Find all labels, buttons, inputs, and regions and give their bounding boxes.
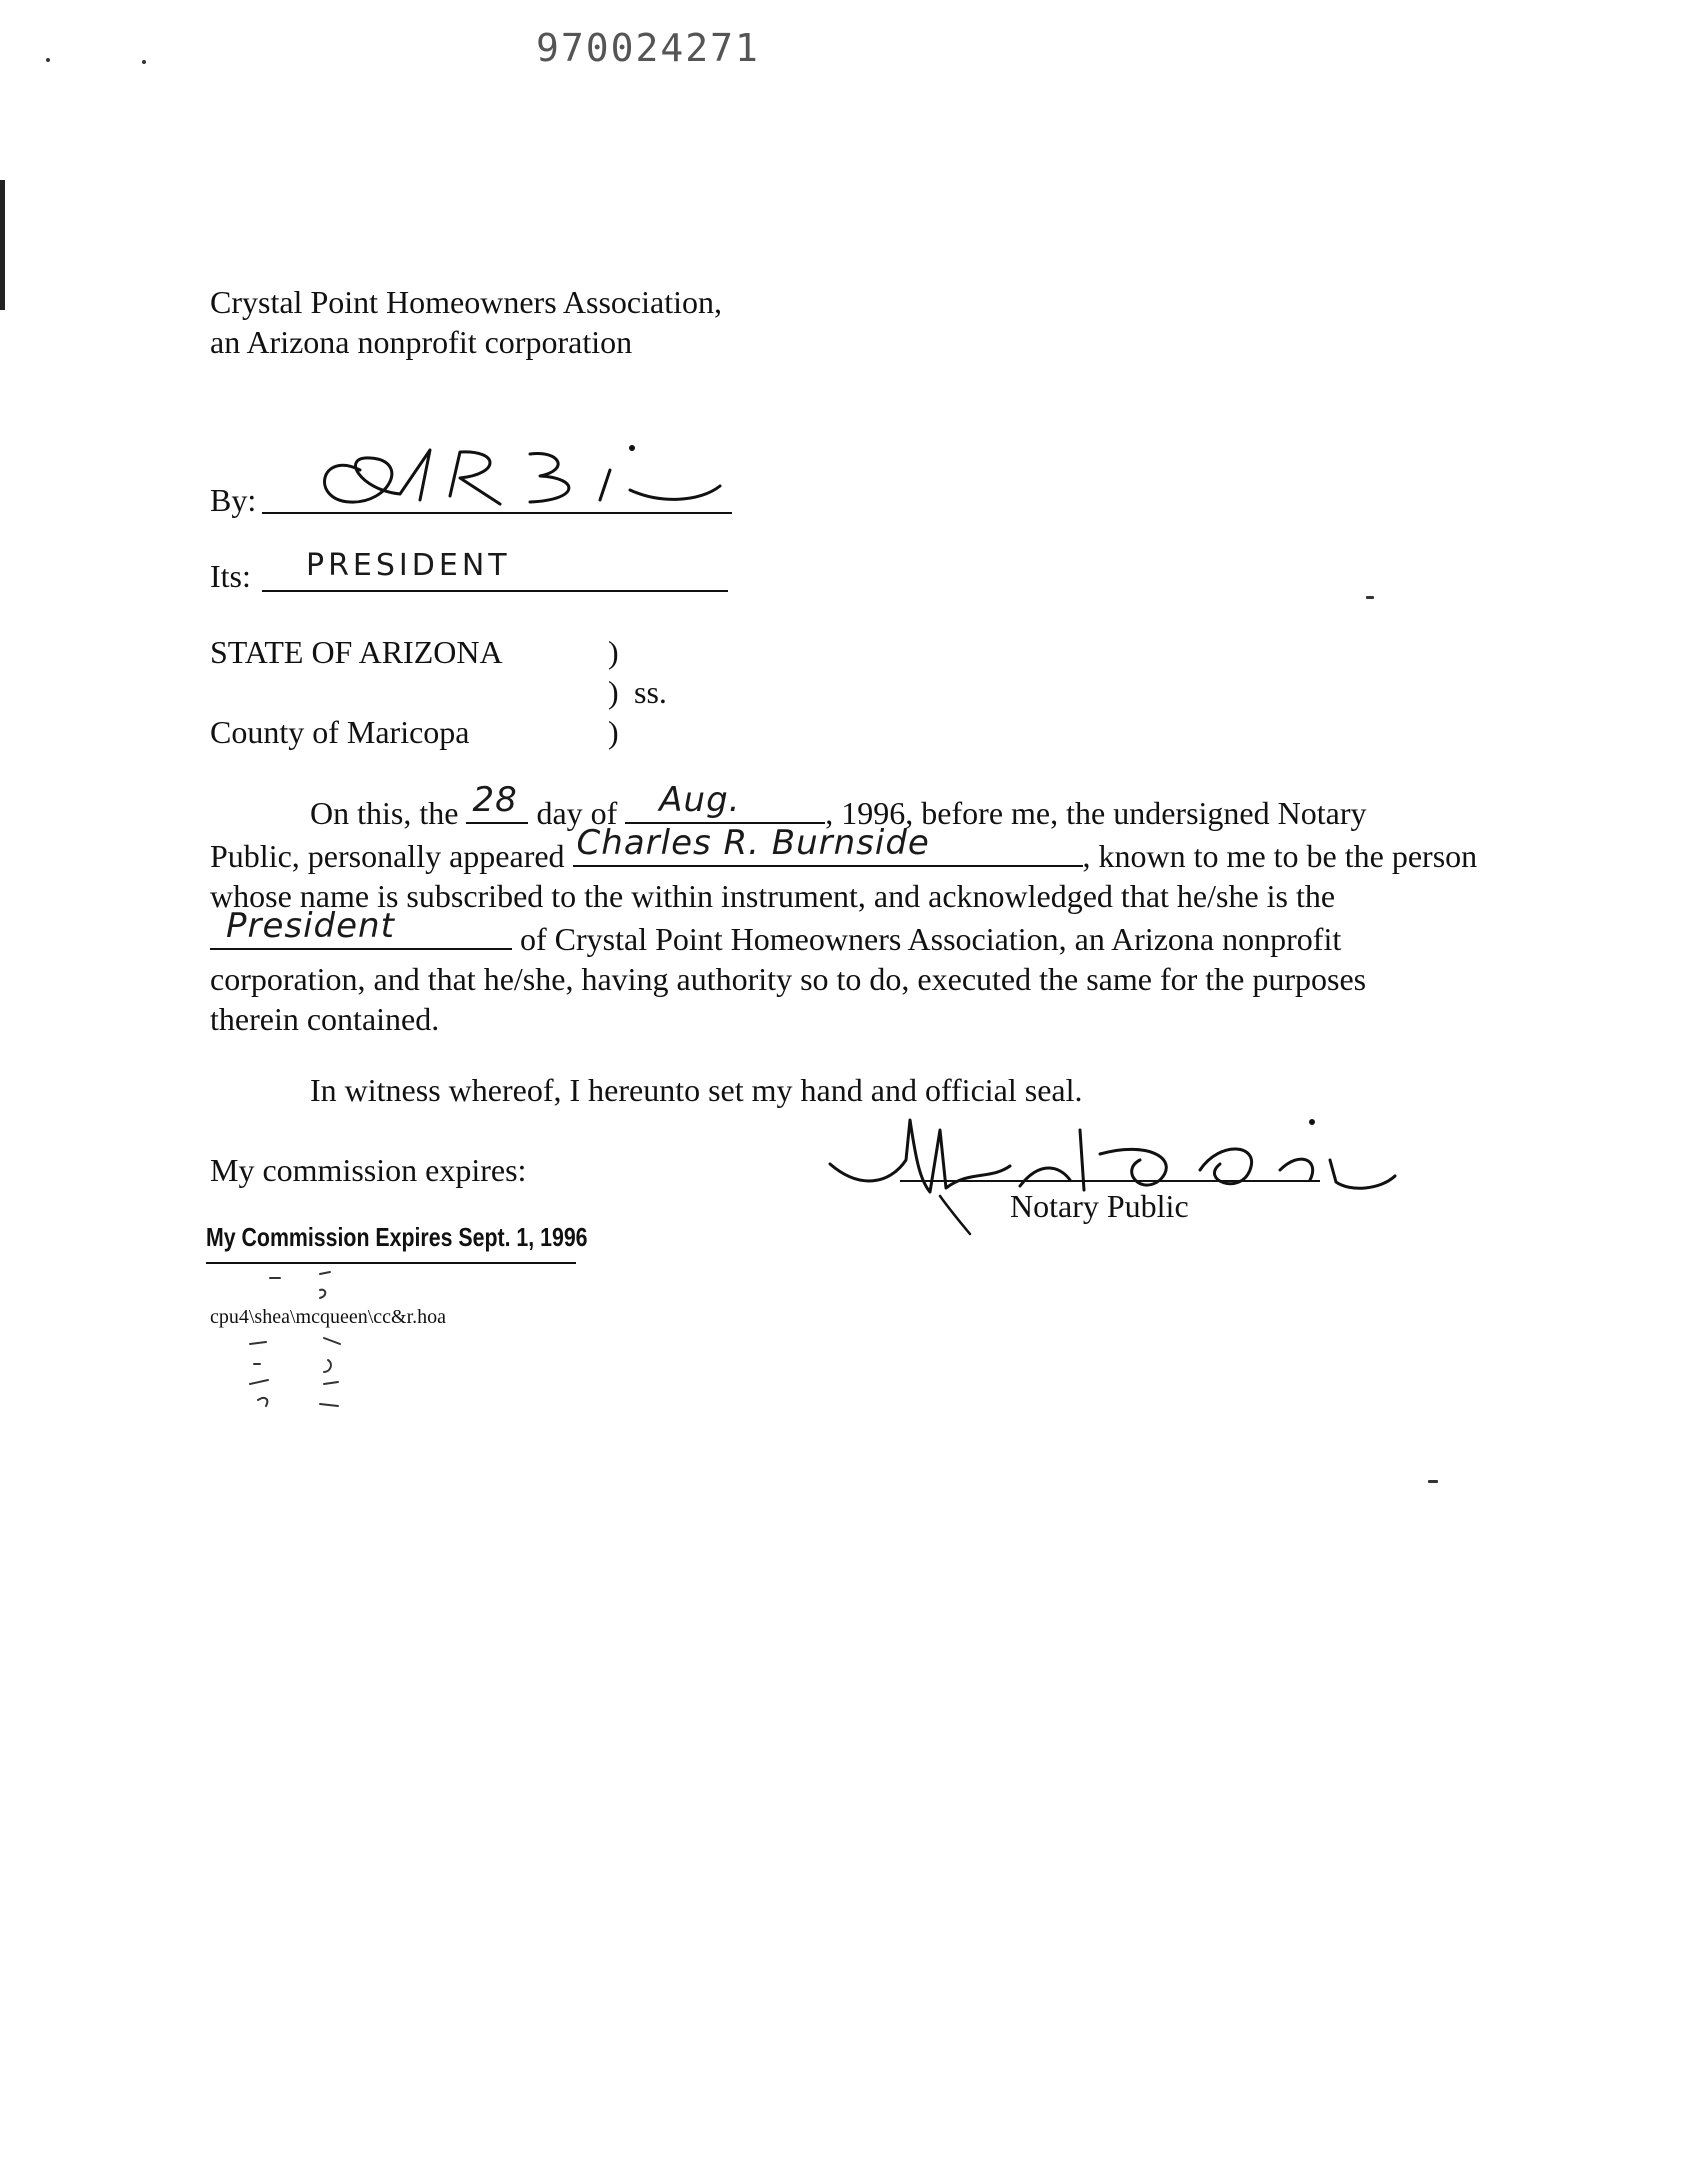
venue-paren-2: ) <box>608 674 619 710</box>
ack-text-3: , 1996, before me, the undersigned Notary <box>825 795 1367 831</box>
its-line <box>262 590 728 592</box>
ack-text-4: Public, personally appeared <box>210 838 565 874</box>
venue-state: STATE OF ARIZONA <box>210 634 503 670</box>
ack-text-1: On this, the <box>310 795 459 831</box>
venue-ss: ss. <box>634 674 667 710</box>
scan-speck <box>142 60 146 64</box>
month-value: Aug. <box>659 780 741 820</box>
president-signature <box>300 430 730 520</box>
scan-speck <box>1366 596 1374 599</box>
title-field <box>210 906 512 950</box>
venue-paren-1: ) <box>608 634 619 670</box>
left-edge-scan-mark <box>0 180 5 310</box>
its-value-handwritten: PRESIDENT <box>306 548 511 583</box>
by-label: By: <box>210 482 257 518</box>
commission-stamp: My Commission Expires Sept. 1, 1996 <box>206 1222 588 1252</box>
venue-paren-3: ) <box>608 714 619 750</box>
day-value: 28 <box>472 780 518 820</box>
ack-text-2: day of <box>536 795 618 831</box>
ack-text-5: , known to me to be the person <box>1082 838 1478 874</box>
org-name: Crystal Point Homeowners Association, <box>210 284 722 320</box>
title-value: President <box>226 906 395 946</box>
ack-text-6: whose name is subscribed to the within instrument, and acknowledged that he/she is the <box>210 878 1336 914</box>
witness-statement: In witness whereof, I hereunto set my hand and official seal. <box>310 1072 1083 1108</box>
scan-speck <box>46 58 50 62</box>
file-path: cpu4\shea\mcqueen\cc&r.hoa <box>210 1306 447 1328</box>
document-number: 970024271 <box>536 26 760 70</box>
scan-speck <box>1428 1480 1438 1483</box>
org-description: an Arizona nonprofit corporation <box>210 324 633 360</box>
notary-signature-line <box>900 1180 1320 1182</box>
person-value: Charles R. Burnside <box>576 823 930 863</box>
ack-text-9: therein contained. <box>210 1001 440 1037</box>
person-field <box>573 823 1083 867</box>
ack-text-7: of Crystal Point Homeowners Association, an Arizona nonprofit <box>520 921 1342 957</box>
its-label: Its: <box>210 558 251 594</box>
day-field <box>466 780 528 824</box>
notary-public-label: Notary Public <box>1010 1188 1189 1224</box>
acknowledgment-paragraph <box>210 780 1550 1039</box>
ack-text-8: corporation, and that he/she, having authority so to do, executed the same for the purposes <box>210 961 1367 997</box>
scan-dash-marks <box>240 1268 360 1418</box>
commission-label: My commission expires: <box>210 1152 527 1188</box>
venue-county: County of Maricopa <box>210 714 470 750</box>
month-field <box>625 780 825 824</box>
commission-line <box>206 1262 576 1264</box>
